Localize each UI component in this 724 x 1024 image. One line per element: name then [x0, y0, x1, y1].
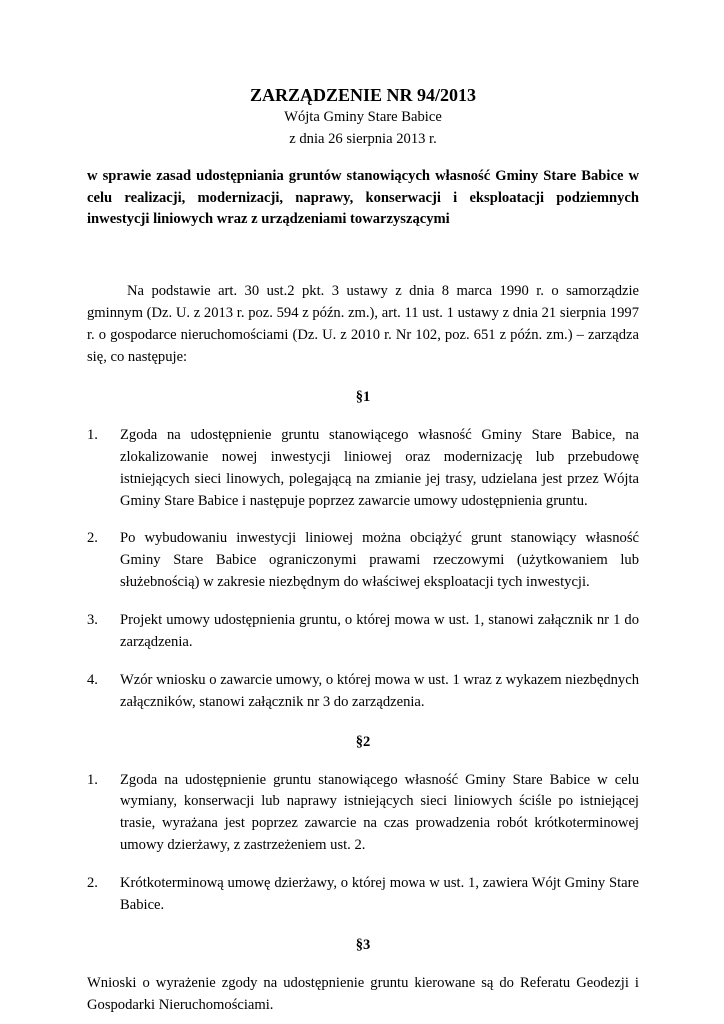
point-number: 2.	[87, 530, 98, 547]
point-number: 1.	[87, 426, 98, 443]
section-1-mark: §1	[355, 388, 371, 405]
document-title: ZARZĄDZENIE NR 94/2013	[249, 85, 477, 105]
section-1-point-4	[87, 670, 639, 714]
point-text: Projekt umowy udostępnienia gruntu, o której mowa w ust. 1, stanowi załącznik nr 1 do zarządzenia.	[120, 612, 639, 650]
document-date: z dnia 26 sierpnia 2013 r.	[289, 130, 437, 147]
point-text: Wzór wniosku o zawarcie umowy, o której mowa w ust. 1 wraz z wykazem niezbędnych załączników, stanowi załącznik nr 3 do zarządzenia.	[120, 671, 639, 710]
section-2-point-1	[87, 770, 639, 858]
section-2-points	[87, 770, 639, 917]
section-1-point-3	[87, 610, 639, 654]
section-2-point-2	[87, 873, 639, 917]
section-3-text: Wnioski o wyrażenie zgody na udostępnienie gruntu kierowane są do Referatu Geodezji i Gospodarki Nieruchomościami.	[87, 974, 639, 1013]
section-1-points	[87, 425, 639, 714]
point-number: 3.	[87, 612, 98, 629]
section-1-point-2	[87, 528, 639, 594]
point-number: 2.	[87, 875, 98, 892]
document-issuer: Wójta Gminy Stare Babice	[284, 109, 442, 126]
document-preamble: Na podstawie art. 30 ust.2 pkt. 3 ustawy z dnia 8 marca 1990 r. o samorządzie gminnym (Dz. U. z 2013 r. poz. 594 z późn. zm.), art. 11 ust. 1 ustawy z dnia 21 sierpnia 1997 r. o gospodarce nieruchomościami (Dz. U. z 2010 r. Nr 102, poz. 651 z późn. zm.) – zarządza się, co następuje:	[87, 283, 639, 366]
section-3-mark: §3	[355, 936, 371, 953]
section-1-point-1	[87, 425, 639, 513]
point-text: Zgoda na udostępnienie gruntu stanowiącego własność Gminy Stare Babice, na zlokalizowanie nowej inwestycji liniowej oraz modernizację lub przebudowę istniejących sieci linowych, polegającą na zmianie jej trasy, udzielana jest przez Wójta Gminy Stare Babice i następuje poprzez zawarcie umowy udostępnienia gruntu.	[120, 426, 639, 509]
document-subject: w sprawie zasad udostępniania gruntów stanowiących własność Gminy Stare Babice w celu realizacji, modernizacji, naprawy, konserwacji i eksploatacji podziemnych inwestycji liniowych wraz z urządzeniami towarzyszącymi	[87, 167, 639, 228]
point-text: Po wybudowaniu inwestycji liniowej można obciążyć grunt stanowiący własność Gminy Stare Babice ograniczonymi prawami rzeczowymi (użytkowaniem lub służebnością) w zakresie niezbędnym do właściwej eksploatacji tych inwestycji.	[120, 530, 639, 591]
point-number: 1.	[87, 771, 98, 788]
point-text: Krótkoterminową umowę dzierżawy, o której mowa w ust. 1, zawiera Wójt Gminy Stare Babice.	[120, 875, 639, 913]
section-2-mark: §2	[355, 733, 371, 750]
point-text: Zgoda na udostępnienie gruntu stanowiącego własność Gminy Stare Babice w celu wymiany, konserwacji lub naprawy istniejących sieci liniowych ściśle po istniejącej trasie, wyrażana jest poprzez zawarcie na czas prowadzenia robót krótkoterminowej umowy dzierżawy, z zastrzeżeniem ust. 2.	[120, 771, 639, 854]
point-number: 4.	[87, 671, 98, 688]
